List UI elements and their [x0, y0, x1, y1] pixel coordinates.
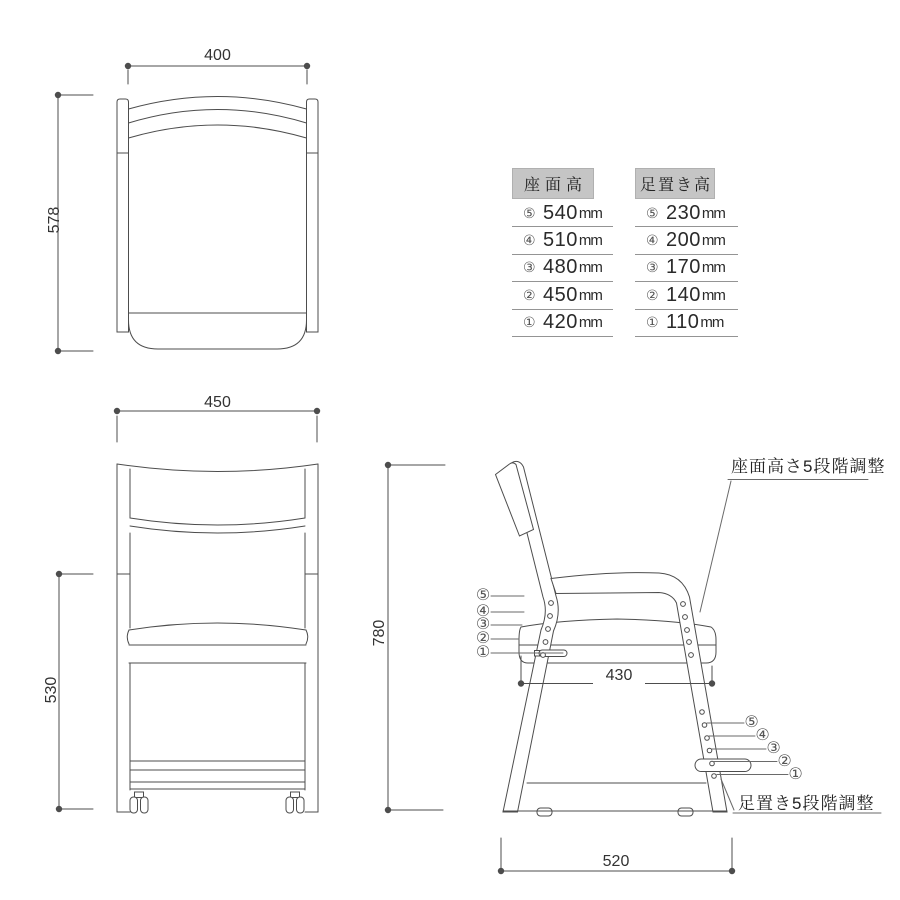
front-view-width-dim: 450 — [204, 394, 231, 411]
table-row — [635, 282, 738, 309]
table-row — [512, 310, 613, 337]
top-view-height-dim: 578 — [46, 206, 63, 234]
row-value: 420 — [543, 311, 578, 334]
seat-height-table-rows — [512, 200, 613, 337]
seat-marker-1: ① — [475, 644, 491, 661]
row-value: 480 — [543, 256, 578, 279]
row-number-badge: ③ — [646, 259, 659, 276]
table-row — [635, 200, 738, 227]
footrest-height-table-rows — [635, 200, 738, 337]
seat-height-table — [512, 168, 613, 337]
row-unit: mm — [701, 286, 725, 304]
front-view-height-dim: 530 — [43, 676, 60, 704]
row-unit: mm — [578, 204, 602, 222]
row-unit: mm — [701, 232, 725, 250]
row-number-badge: ④ — [523, 232, 536, 249]
footrest-height-table-header: 足置き高 — [635, 168, 715, 199]
row-value: 200 — [666, 229, 701, 252]
table-row — [512, 282, 613, 309]
row-number-badge: ④ — [646, 232, 659, 249]
row-unit: mm — [578, 259, 602, 277]
row-unit: mm — [578, 286, 602, 304]
seat-marker-2: ② — [475, 630, 491, 647]
seat-marker-5: ⑤ — [475, 587, 491, 604]
foot-adjust-label: 足置き5段階調整 — [738, 794, 875, 813]
seat-marker-4: ④ — [475, 603, 491, 620]
foot-marker-5: ⑤ — [744, 714, 759, 731]
row-number-badge: ② — [646, 286, 659, 303]
row-unit: mm — [578, 232, 602, 250]
row-value: 540 — [543, 201, 578, 224]
row-number-badge: ① — [646, 314, 659, 331]
row-number-badge: ② — [523, 286, 536, 303]
row-value: 230 — [666, 201, 701, 224]
foot-marker-2: ② — [777, 752, 792, 770]
foot-marker-3: ③ — [766, 740, 781, 757]
seat-marker-3: ③ — [475, 616, 491, 633]
footrest-height-table — [635, 168, 738, 337]
row-unit: mm — [700, 314, 724, 332]
table-row — [512, 255, 613, 282]
row-number-badge: ① — [523, 314, 536, 331]
row-number-badge: ⑤ — [523, 204, 536, 221]
table-row — [635, 227, 738, 254]
row-unit: mm — [701, 259, 725, 277]
top-view-width-dim: 400 — [204, 47, 231, 64]
foot-marker-1: ① — [788, 765, 803, 783]
table-row — [512, 227, 613, 254]
row-number-badge: ⑤ — [646, 204, 659, 221]
side-view-height-dim: 780 — [371, 619, 388, 647]
row-number-badge: ③ — [523, 259, 536, 276]
table-row — [635, 255, 738, 282]
side-view-base-width-dim: 520 — [602, 853, 630, 870]
side-view-seat-width-dim: 430 — [593, 668, 645, 684]
table-row — [635, 310, 738, 337]
row-value: 140 — [666, 283, 701, 306]
top-view-dimensions — [55, 63, 309, 353]
row-value: 110 — [666, 311, 700, 334]
side-view-drawing — [496, 461, 752, 816]
row-unit: mm — [578, 314, 602, 332]
top-view-drawing — [117, 97, 318, 350]
front-view-drawing — [117, 464, 318, 813]
row-value: 170 — [666, 256, 701, 279]
foot-marker-4: ④ — [755, 727, 770, 744]
row-value: 510 — [543, 229, 578, 252]
row-value: 450 — [543, 283, 578, 306]
table-row — [512, 200, 613, 227]
seat-height-table-header: 座面高 — [512, 168, 594, 199]
row-unit: mm — [701, 204, 725, 222]
seat-adjust-label: 座面高さ5段階調整 — [731, 457, 886, 476]
